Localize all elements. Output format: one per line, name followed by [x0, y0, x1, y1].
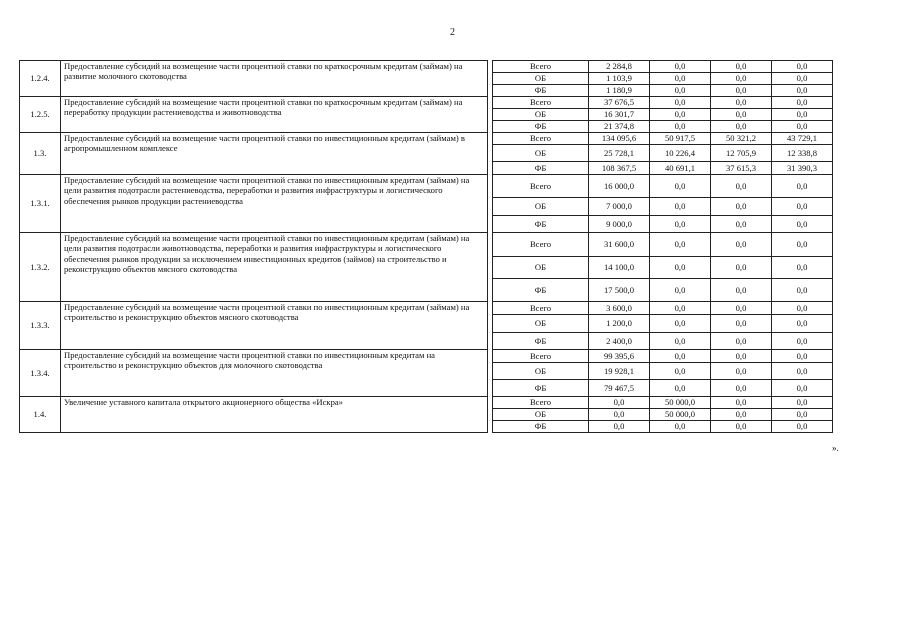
- funding-source: ФБ: [493, 121, 589, 133]
- table-row: [20, 97, 833, 109]
- amount-cell: 0,0: [772, 315, 833, 333]
- funding-source: Всего: [493, 302, 589, 315]
- amount-cell: 0,0: [711, 279, 772, 302]
- item-description: Предоставление субсидий на возмещение части процентной ставки по краткосрочным кредитам (займам) на переработку продукции растениеводства и животноводства: [61, 97, 488, 133]
- funding-source: ОБ: [493, 257, 589, 279]
- funding-source: ОБ: [493, 409, 589, 421]
- funding-source: Всего: [493, 397, 589, 409]
- item-number: 1.3.2.: [20, 233, 61, 302]
- amount-cell: 0,0: [650, 109, 711, 121]
- amount-cell: 0,0: [650, 421, 711, 433]
- amount-cell: 0,0: [650, 315, 711, 333]
- amount-cell: 0,0: [711, 409, 772, 421]
- amount-cell: 0,0: [772, 421, 833, 433]
- amount-cell: 0,0: [650, 333, 711, 350]
- table-row: [20, 397, 833, 409]
- amount-cell: 0,0: [711, 85, 772, 97]
- amount-cell: 0,0: [711, 315, 772, 333]
- amount-cell: 10 226,4: [650, 145, 711, 162]
- amount-cell: 0,0: [650, 73, 711, 85]
- amount-cell: 0,0: [772, 61, 833, 73]
- item-number: 1.4.: [20, 397, 61, 433]
- amount-cell: 0,0: [772, 109, 833, 121]
- amount-cell: 0,0: [711, 216, 772, 233]
- table-row: [20, 350, 833, 363]
- amount-cell: 0,0: [650, 350, 711, 363]
- amount-cell: 134 095,6: [589, 133, 650, 145]
- funding-source: Всего: [493, 133, 589, 145]
- amount-cell: 0,0: [650, 216, 711, 233]
- amount-cell: 37 615,3: [711, 162, 772, 175]
- funding-source: Всего: [493, 233, 589, 257]
- amount-cell: 0,0: [772, 279, 833, 302]
- table-row: [20, 175, 833, 198]
- closing-quote-mark: ».: [832, 443, 839, 453]
- amount-cell: 0,0: [711, 397, 772, 409]
- amount-cell: 0,0: [650, 198, 711, 216]
- amount-cell: 0,0: [772, 233, 833, 257]
- amount-cell: 50 917,5: [650, 133, 711, 145]
- amount-cell: 0,0: [711, 97, 772, 109]
- amount-cell: 31 390,3: [772, 162, 833, 175]
- amount-cell: 0,0: [650, 97, 711, 109]
- item-description: Предоставление субсидий на возмещение части процентной ставки по инвестиционным кредитам (займам) на цели развития подотрасли животноводства, переработки и развития инфраструктуры и логистического обеспечения рынков продукции за исключением инвестиционных кредитов (займов) на строительство и реконструкцию объектов мясного скотоводства: [61, 233, 488, 302]
- funding-source: ОБ: [493, 363, 589, 380]
- amount-cell: 0,0: [711, 73, 772, 85]
- funding-source: Всего: [493, 350, 589, 363]
- page-number: 2: [450, 27, 455, 38]
- item-description: Предоставление субсидий на возмещение части процентной ставки по инвестиционным кредитам на строительство и реконструкцию объектов для молочного скотоводства: [61, 350, 488, 397]
- item-description: Предоставление субсидий на возмещение части процентной ставки по инвестиционным кредитам (займам) в агропромышленном комплексе: [61, 133, 488, 175]
- amount-cell: 0,0: [711, 233, 772, 257]
- amount-cell: 0,0: [650, 302, 711, 315]
- amount-cell: 0,0: [711, 175, 772, 198]
- item-number: 1.3.: [20, 133, 61, 175]
- amount-cell: 3 600,0: [589, 302, 650, 315]
- funding-source: ФБ: [493, 333, 589, 350]
- item-description: Предоставление субсидий на возмещение части процентной ставки по краткосрочным кредитам (займам) на развитие молочного скотоводства: [61, 61, 488, 97]
- amount-cell: 0,0: [772, 85, 833, 97]
- amount-cell: 43 729,1: [772, 133, 833, 145]
- item-number: 1.3.3.: [20, 302, 61, 350]
- amount-cell: 0,0: [650, 279, 711, 302]
- amount-cell: 0,0: [650, 175, 711, 198]
- amount-cell: 0,0: [711, 109, 772, 121]
- amount-cell: 0,0: [772, 333, 833, 350]
- amount-cell: 17 500,0: [589, 279, 650, 302]
- table-row: [20, 61, 833, 73]
- amount-cell: 50 000,0: [650, 409, 711, 421]
- funding-source: ФБ: [493, 216, 589, 233]
- amount-cell: 1 180,9: [589, 85, 650, 97]
- item-number: 1.3.4.: [20, 350, 61, 397]
- budget-table-body: [20, 61, 833, 433]
- amount-cell: 12 705,9: [711, 145, 772, 162]
- amount-cell: 14 100,0: [589, 257, 650, 279]
- amount-cell: 0,0: [711, 363, 772, 380]
- amount-cell: 1 103,9: [589, 73, 650, 85]
- item-number: 1.2.4.: [20, 61, 61, 97]
- amount-cell: 0,0: [711, 350, 772, 363]
- funding-source: Всего: [493, 175, 589, 198]
- amount-cell: 0,0: [772, 175, 833, 198]
- amount-cell: 37 676,5: [589, 97, 650, 109]
- amount-cell: 0,0: [772, 73, 833, 85]
- amount-cell: 108 367,5: [589, 162, 650, 175]
- amount-cell: 0,0: [589, 421, 650, 433]
- amount-cell: 16 000,0: [589, 175, 650, 198]
- amount-cell: 0,0: [772, 380, 833, 397]
- amount-cell: 31 600,0: [589, 233, 650, 257]
- amount-cell: 0,0: [772, 302, 833, 315]
- amount-cell: 0,0: [711, 198, 772, 216]
- funding-source: ФБ: [493, 162, 589, 175]
- budget-table: [19, 60, 833, 433]
- funding-source: Всего: [493, 97, 589, 109]
- amount-cell: 0,0: [711, 380, 772, 397]
- funding-source: ОБ: [493, 198, 589, 216]
- amount-cell: 0,0: [650, 61, 711, 73]
- amount-cell: 9 000,0: [589, 216, 650, 233]
- amount-cell: 0,0: [589, 397, 650, 409]
- funding-source: ФБ: [493, 380, 589, 397]
- amount-cell: 0,0: [711, 302, 772, 315]
- amount-cell: 0,0: [650, 380, 711, 397]
- table-row: [20, 302, 833, 315]
- amount-cell: 0,0: [772, 121, 833, 133]
- amount-cell: 0,0: [772, 216, 833, 233]
- table-row: [20, 133, 833, 145]
- item-description: Предоставление субсидий на возмещение части процентной ставки по инвестиционным кредитам (займам) на цели развития подотрасли растениеводства, переработки и развития инфраструктуры и логистического обеспечения рынков продукции растениеводства: [61, 175, 488, 233]
- amount-cell: 0,0: [711, 257, 772, 279]
- item-number: 1.2.5.: [20, 97, 61, 133]
- amount-cell: 0,0: [650, 363, 711, 380]
- amount-cell: 50 321,2: [711, 133, 772, 145]
- amount-cell: 0,0: [772, 257, 833, 279]
- amount-cell: 12 338,8: [772, 145, 833, 162]
- funding-source: ОБ: [493, 109, 589, 121]
- item-description: Увеличение уставного капитала открытого акционерного общества «Искра»: [61, 397, 488, 433]
- amount-cell: 2 284,8: [589, 61, 650, 73]
- amount-cell: 50 000,0: [650, 397, 711, 409]
- amount-cell: 99 395,6: [589, 350, 650, 363]
- amount-cell: 0,0: [650, 257, 711, 279]
- funding-source: ФБ: [493, 421, 589, 433]
- amount-cell: 0,0: [711, 421, 772, 433]
- amount-cell: 0,0: [772, 409, 833, 421]
- amount-cell: 0,0: [589, 409, 650, 421]
- amount-cell: 0,0: [650, 85, 711, 97]
- amount-cell: 0,0: [772, 363, 833, 380]
- amount-cell: 0,0: [772, 198, 833, 216]
- amount-cell: 7 000,0: [589, 198, 650, 216]
- amount-cell: 0,0: [772, 97, 833, 109]
- amount-cell: 0,0: [772, 397, 833, 409]
- amount-cell: 19 928,1: [589, 363, 650, 380]
- funding-source: ОБ: [493, 73, 589, 85]
- amount-cell: 1 200,0: [589, 315, 650, 333]
- amount-cell: 16 301,7: [589, 109, 650, 121]
- amount-cell: 0,0: [711, 61, 772, 73]
- table-row: [20, 233, 833, 257]
- funding-source: ОБ: [493, 145, 589, 162]
- amount-cell: 21 374,8: [589, 121, 650, 133]
- funding-source: ФБ: [493, 279, 589, 302]
- item-description: Предоставление субсидий на возмещение части процентной ставки по инвестиционным кредитам (займам) на строительство и реконструкцию объектов мясного скотоводства: [61, 302, 488, 350]
- amount-cell: 0,0: [650, 121, 711, 133]
- amount-cell: 40 691,1: [650, 162, 711, 175]
- amount-cell: 0,0: [650, 233, 711, 257]
- amount-cell: 0,0: [772, 350, 833, 363]
- amount-cell: 25 728,1: [589, 145, 650, 162]
- item-number: 1.3.1.: [20, 175, 61, 233]
- amount-cell: 79 467,5: [589, 380, 650, 397]
- funding-source: ФБ: [493, 85, 589, 97]
- funding-source: Всего: [493, 61, 589, 73]
- amount-cell: 0,0: [711, 333, 772, 350]
- amount-cell: 0,0: [711, 121, 772, 133]
- funding-source: ОБ: [493, 315, 589, 333]
- amount-cell: 2 400,0: [589, 333, 650, 350]
